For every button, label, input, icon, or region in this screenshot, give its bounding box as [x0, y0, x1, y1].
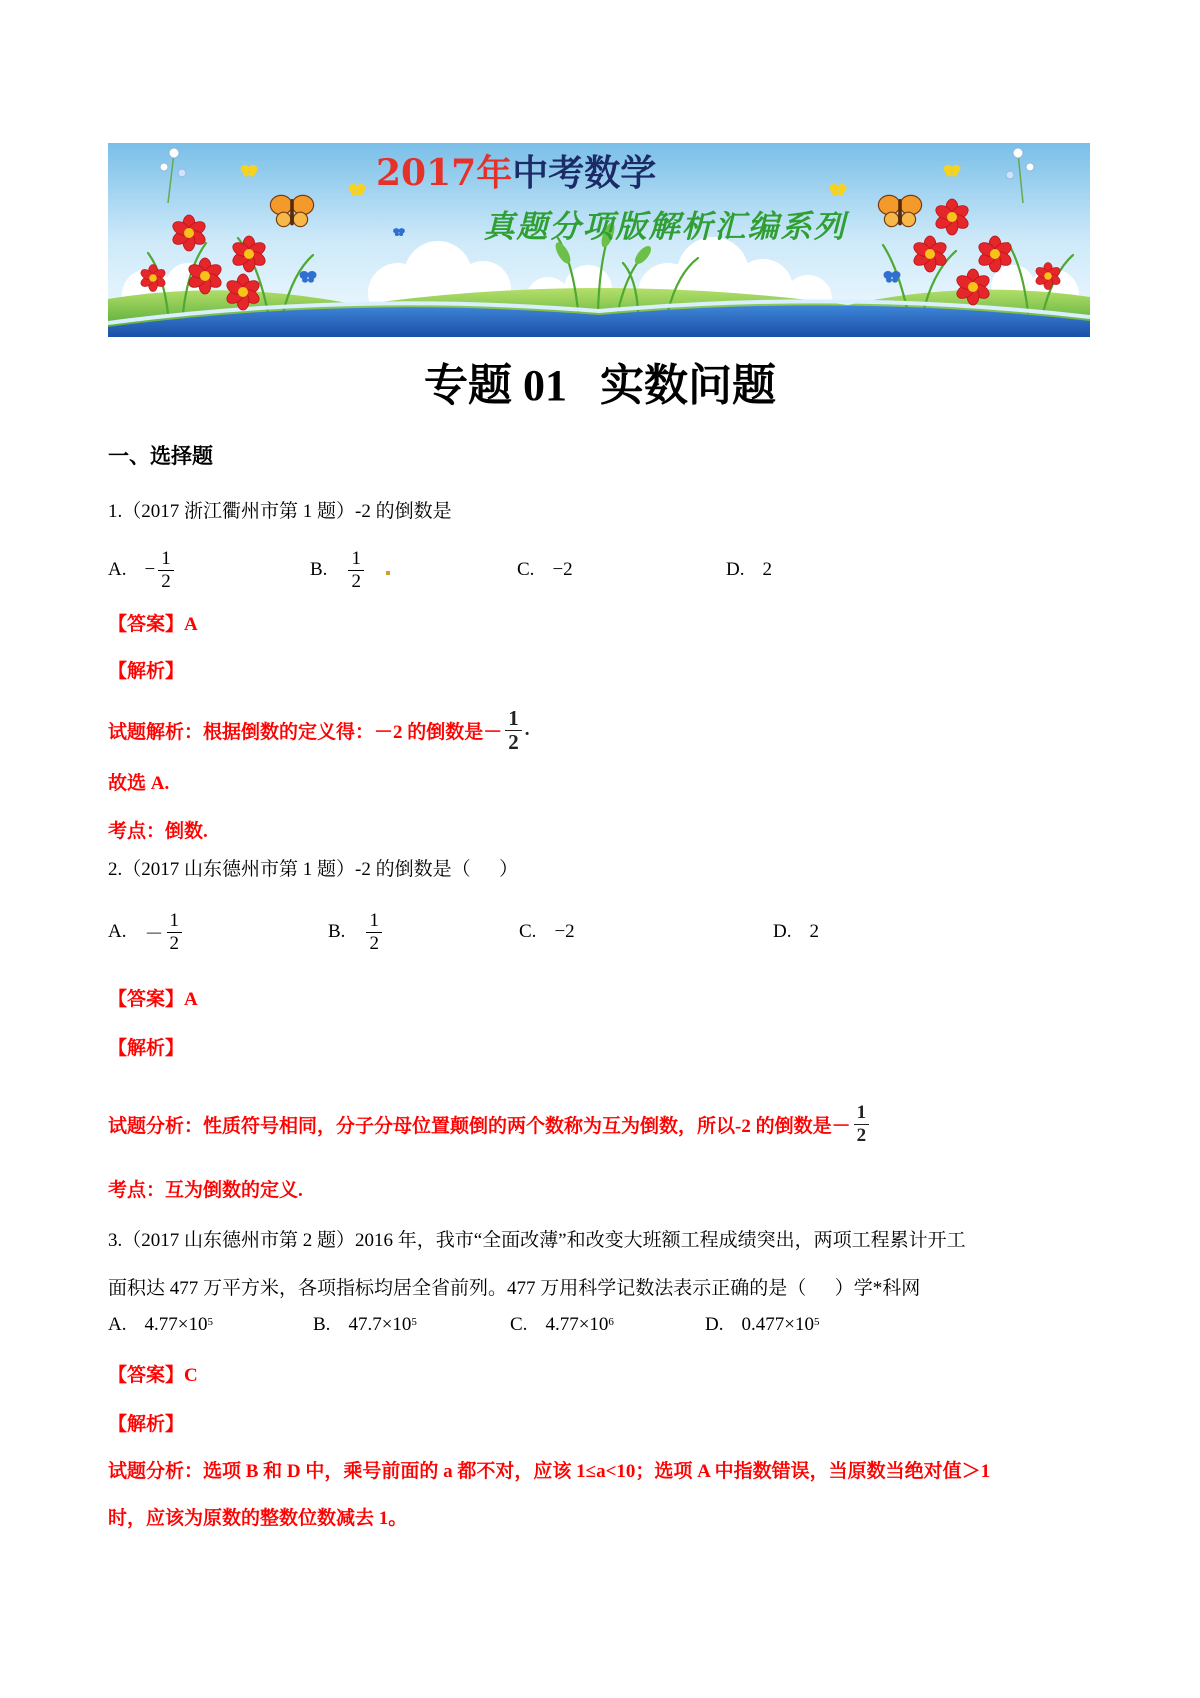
option-label: B.	[310, 559, 328, 580]
q2-explanation	[108, 1097, 872, 1151]
option-label: A.	[108, 1314, 127, 1335]
minus-sign: −	[144, 559, 156, 580]
option-base: 4.77×10	[545, 1314, 609, 1335]
fraction-numerator: 1	[348, 548, 364, 571]
q2-stem: 2.（2017 山东德州市第 1 题）-2 的倒数是（ ）	[108, 859, 519, 880]
minus-sign: －	[144, 923, 164, 945]
fraction-numerator: 1	[854, 1102, 870, 1125]
answer-tag: 【答案】	[108, 1365, 185, 1386]
q2-option-d	[773, 904, 819, 960]
answer-letter: A	[184, 614, 198, 635]
explanation-text: 试题解析：根据倒数的定义得：－2 的倒数是－	[108, 721, 503, 743]
q3-option-b	[313, 1301, 417, 1349]
option-label: B.	[328, 921, 346, 942]
q3-answer	[108, 1364, 198, 1388]
fraction	[158, 548, 174, 593]
q1-answer	[108, 613, 198, 637]
q3-option-c	[510, 1301, 614, 1349]
option-value	[144, 910, 185, 955]
fraction	[854, 1102, 870, 1147]
answer-letter: A	[184, 989, 198, 1010]
q3-stem-line2: 面积达 477 万平方米，各项指标均居全省前列。477 万用科学记数法表示正确的是（ ）学*科网	[108, 1278, 921, 1299]
option-value: 2	[762, 559, 772, 580]
q2-option-b	[328, 904, 385, 960]
explanation-text: 试题分析：性质符号相同，分子分母位置颠倒的两个数称为互为倒数，所以-2 的倒数是－	[108, 1115, 851, 1137]
fraction-numerator: 1	[158, 548, 174, 571]
option-value	[363, 910, 385, 955]
option-exponent: 5	[411, 1316, 417, 1328]
banner-subtitle: 真题分项版解析汇编系列	[483, 209, 847, 245]
q1-analysis-tag: 【解析】	[108, 661, 185, 682]
q1-key-point: 考点：倒数.	[108, 821, 208, 842]
q3-analysis-tag: 【解析】	[108, 1414, 185, 1435]
fraction-denominator: 2	[351, 570, 361, 592]
fraction-numerator: 1	[366, 910, 382, 933]
fraction-numerator: 1	[505, 707, 522, 731]
option-value	[144, 548, 176, 593]
fraction-denominator: 2	[856, 1124, 867, 1146]
q2-option-c	[519, 904, 575, 960]
option-base: 4.77×10	[144, 1314, 208, 1335]
q3-stem-line1: 3.（2017 山东德州市第 2 题）2016 年，我市“全面改薄”和改变大班额工程成绩突出，两项工程累计开工	[108, 1230, 966, 1251]
q3-explanation-line1: 试题分析：选项 B 和 D 中，乘号前面的 a 都不对，应该 1≤a<10；选项 A 中指数错误，当原数当绝对值＞1	[108, 1461, 991, 1482]
fraction-denominator: 2	[169, 932, 179, 954]
q3-explanation-line2: 时，应该为原数的整数位数减去 1。	[108, 1508, 408, 1529]
fraction-numerator: 1	[167, 910, 183, 933]
banner-illustration	[108, 143, 1090, 337]
option-label: B.	[313, 1314, 331, 1335]
banner-title	[376, 152, 656, 194]
option-label: A.	[108, 559, 127, 580]
q1-explanation	[108, 703, 530, 757]
option-value: −2	[554, 921, 575, 942]
q2-answer	[108, 988, 198, 1012]
option-base: 47.7×10	[348, 1314, 412, 1335]
option-label: C.	[517, 559, 535, 580]
option-base: 0.477×10	[741, 1314, 814, 1335]
q2-key-point: 考点：互为倒数的定义.	[108, 1180, 303, 1201]
option-value	[345, 548, 367, 593]
option-label: C.	[519, 921, 537, 942]
banner-title-main: 中考数学	[512, 152, 657, 194]
q1-option-d	[726, 542, 772, 598]
fraction	[167, 910, 183, 955]
q1-option-b	[310, 542, 367, 598]
option-label: D.	[773, 921, 792, 942]
fraction	[505, 707, 522, 754]
option-label: D.	[726, 559, 745, 580]
q1-conclusion: 故选 A.	[108, 773, 170, 794]
option-exponent: 5	[207, 1316, 213, 1328]
answer-tag: 【答案】	[108, 989, 185, 1010]
fraction-denominator: 2	[369, 932, 379, 954]
q2-analysis-tag: 【解析】	[108, 1038, 185, 1059]
option-label: C.	[510, 1314, 528, 1335]
page-title: 专题 01 实数问题	[424, 361, 776, 410]
option-value: 2	[809, 921, 819, 942]
answer-letter: C	[184, 1365, 198, 1386]
fraction-denominator: 2	[508, 729, 519, 754]
option-value	[741, 1314, 819, 1336]
explanation-suffix: .	[524, 719, 530, 740]
stray-mark	[386, 571, 390, 575]
option-value: −2	[552, 559, 573, 580]
option-label: A.	[108, 921, 127, 942]
q1-stem: 1.（2017 浙江衢州市第 1 题）-2 的倒数是	[108, 501, 452, 522]
q2-option-a	[108, 904, 185, 960]
option-value	[144, 1314, 212, 1336]
q3-option-a	[108, 1301, 213, 1349]
fraction-denominator: 2	[161, 570, 171, 592]
q1-option-c	[517, 542, 573, 598]
option-label: D.	[705, 1314, 724, 1335]
option-value	[348, 1314, 416, 1336]
section-heading: 一、选择题	[108, 444, 213, 468]
q1-option-a	[108, 542, 177, 598]
option-exponent: 6	[608, 1316, 614, 1328]
fraction	[348, 548, 364, 593]
banner-title-year: 2017年	[376, 152, 513, 194]
answer-tag: 【答案】	[108, 614, 185, 635]
fraction	[366, 910, 382, 955]
q3-option-d	[705, 1301, 819, 1349]
banner	[108, 143, 1090, 337]
option-exponent: 5	[813, 1316, 820, 1328]
option-value	[545, 1314, 613, 1336]
